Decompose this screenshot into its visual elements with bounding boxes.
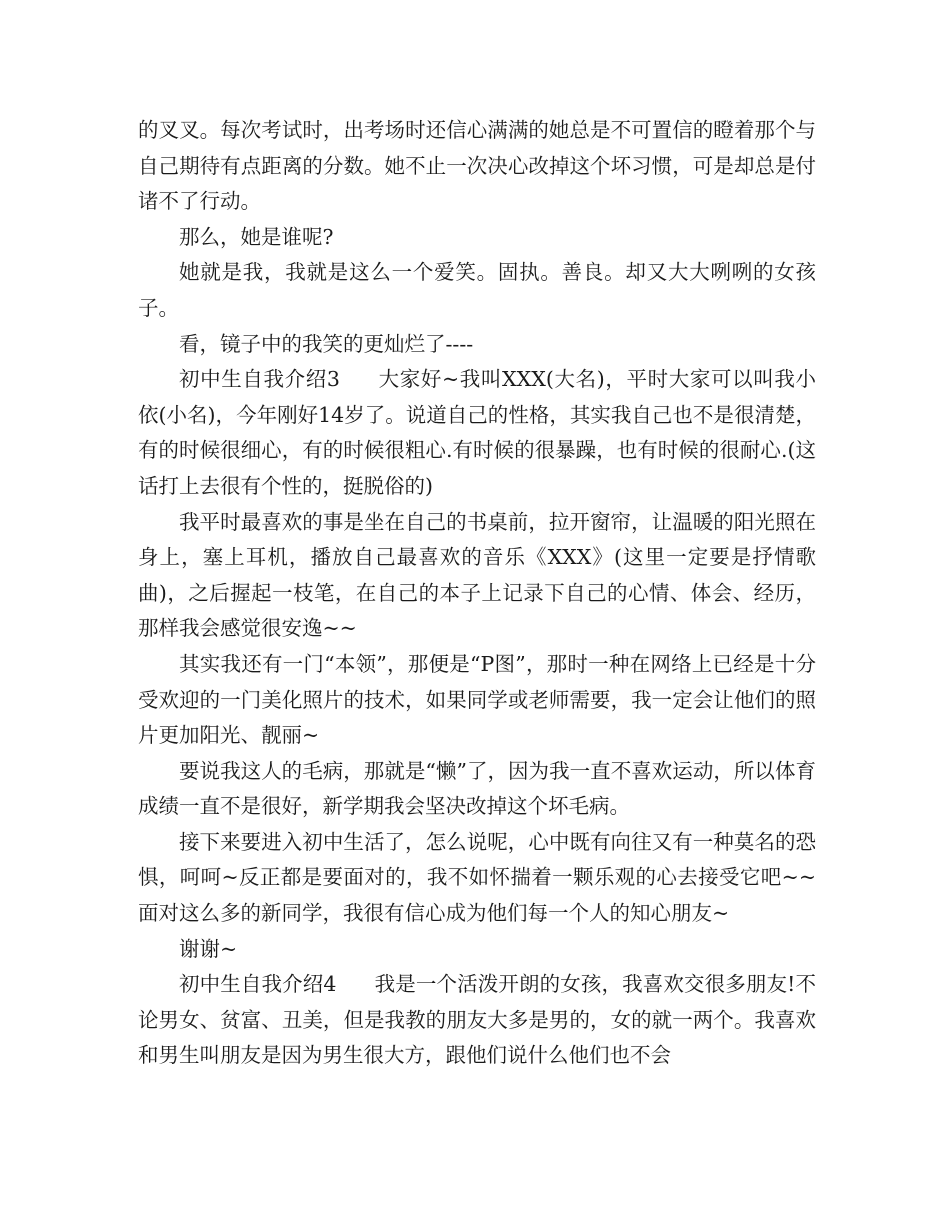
paragraph: 她就是我，我就是这么一个爱笑。固执。善良。却又大大咧咧的女孩子。 — [138, 260, 816, 320]
paragraph: 我平时最喜欢的事是坐在自己的书桌前，拉开窗帘，让温暖的阳光照在身上，塞上耳机，播放自己最喜欢的音乐《XXX》(这里一定要是抒情歌曲)，之后握起一枝笔，在自己的本子上记录下自己的心情、体会、经历，那样我会感觉很安逸~~ — [138, 509, 816, 641]
paragraph: 看，镜子中的我笑的更灿烂了---- — [179, 331, 474, 356]
paragraph: 要说我这人的毛病，那就是“懒”了，因为我一直不喜欢运动，所以体育成绩一直不是很好，新学期我会坚决改掉这个坏毛病。 — [138, 758, 816, 819]
paragraph: 的叉叉。每次考试时，出考场时还信心满满的她总是不可置信的瞪着那个与自己期待有点距离的分数。她不止一次决心改掉这个坏习惯，可是却总是付诸不了行动。 — [138, 118, 816, 214]
paragraph: 谢谢~ — [179, 936, 238, 961]
paragraph-text: 大家好~我叫XXX(大名)，平时大家可以叫我小依(小名)，今年刚好14岁了。说道自己的性格，其实我自己也不是很清楚，有的时候很细心，有的时候很粗心.有时候的很暴躁，也有时候的很耐心.(这话打上去很有个性的，挺脱俗的) — [138, 367, 816, 498]
paragraph-text: 我是一个活泼开朗的女孩，我喜欢交很多朋友!不论男女、贫富、丑美，但是我教的朋友大多是男的，女的就一两个。我喜欢和男生叫朋友是因为男生很大方，跟他们说什么他们也不会 — [138, 972, 816, 1068]
paragraph-with-heading — [138, 362, 816, 504]
section-heading: 初中生自我介绍4 — [179, 972, 337, 997]
paragraph: 其实我还有一门“本领”，那便是“P图”，那时一种在网络上已经是十分受欢迎的一门美化照片的技术，如果同学或老师需要，我一定会让他们的照片更加阳光、靓丽~ — [138, 651, 816, 748]
paragraph: 接下来要进入初中生活了，怎么说呢，心中既有向往又有一种莫名的恐惧，呵呵~反正都是要面对的，我不如怀揣着一颗乐观的心去接受它吧~~面对这么多的新同学，我很有信心成为他们每一个人的知心朋友~ — [138, 829, 816, 926]
paragraph: 那么，她是谁呢? — [179, 224, 334, 249]
document-body — [138, 113, 816, 1074]
paragraph-with-heading — [138, 967, 816, 1074]
section-heading: 初中生自我介绍3 — [179, 367, 340, 392]
